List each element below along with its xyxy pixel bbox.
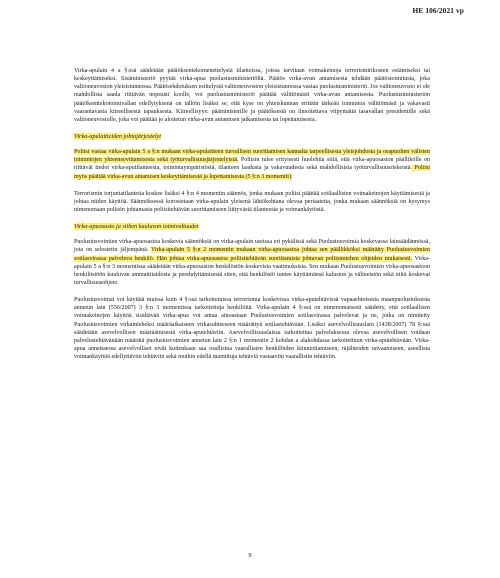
section-heading-command: [74, 133, 430, 141]
paragraph-terrorism-force: Terrorismin torjuntatilanteita koskee lisäksi 4 §:n 4 momentin säännös, jonka mukaan poliisi päättää sotilaallisten voimakeinojen käyttämisestä ja johtaa niiden käyttöä. Säännöksessä korostetaan virka-apulain yleisenä lähtökohtana olevaa periaatetta, jonka mukaan säännöksiä on kysymys nimenomaan poliisin johtamasta poliisitehtävän suorittamiseen liittyvästä tilanteesta ja voimankäytöstä.: [74, 190, 430, 214]
document-body: [74, 67, 430, 370]
document-id: HE 106/2021 vp: [412, 6, 464, 15]
highlight-police-command: Poliisi vastaa virka-apulain 5 a §:n mukaan virka-apulaitteen turvallisen suorittamisen kannalta tarpeellisesta yleisjohdosta ja osapuolten välisten toimintojen yhteensovittamisesta sekä työturvallisuusjärjestelyistä.: [74, 149, 430, 164]
text-police-duties: Poliisin tulee erityisesti huolehtia siitä, että virka-apuosaston päällikölle on riittävät tiedot virka-aputilanteesta, toimintaympäristöstä, tilanteen laadusta ja vakavuudesta sekä mahdollisista työturvallisuusriskeistä.: [74, 157, 430, 172]
text-unit-personnel: Virka-apulain 5 a §:n 3 momentissa säädetään virka-apuosaston henkilöstön koskevista vaatimuksista. Sen mukaan Puolustusvoimien virka-apuosastoon henkilöstöön kuuluvan ammattitaidosta ja perehdyttämisestä siten, että henkilöstö tuntee käyttämänsä kaluston ja välineistön sekä niitä koskevat turvallisuusohjeet.: [74, 255, 430, 286]
heading-highlight: Virka-apulaitteiden johtojärjestelyt: [74, 133, 162, 141]
section-heading-unit: [74, 223, 430, 231]
highlight-police-termination: Poliisi myös päättää virka-avun antamisen keskeyttämisestä ja lopettamisesta (5 §:n 3 momentti).: [74, 165, 430, 180]
paragraph-unit-command: [74, 238, 430, 287]
page-number: 9: [248, 552, 252, 559]
highlight-unit-leader: Virka-apulain 5 §:n 2 momentin mukaan virka-apuosastoa johtaa sen päällikköksi määrätty Puolustusvoimien sotilasvirassa palveleva henkilö. Hän johtaa virka-apuosastoa poliisitehtävän suorittamista johtavan poliisimiehen ohjeiden mukaisesti.: [74, 247, 430, 262]
paragraph-conscripts: Puolustusvoimat voi käyttää muissa kuin 4 §:ssä tarkoitetuissa terrorismia koskevissa virka-aputehtävissä vapaaehtoisesta maanpuolustuksesta annetun lain (556/2007) 3 §:n 3 momentissa tarkoitettuja henkilöitä. Virka-apulain 4 §:ssä on nimenomaisesti säädetty, että sotilaallisen voimakeinojen käyttöä sisältävää virka-apua voi antaa ainoastaan Puolustusvoimien sotilasvirassa palvelevat ja ne, jotka on nimitetty Puolustusvoimien virkamieheksi määräaikaiseen virkasuhteeseen määrättyä sotilastehtävään. Lisäksi asevelvollisuuslain (1438/2007) 78 §:ssä säädetään asevelvollisen määräämisestä virka-aputehtäviin. Asevelvollisuuslaissa tarkoitettua palveluksessa olevaa asevelvollisen voidaan palvelustehtävänään määrätä puolustusvoimien annetun lain 2 §:n 1 momentin 2 kohdan a alakohdassa tarkoitettuun virka-aputehtävään. Virka-apua annettaessa asevelvolliset eivät kuitenkaan saa osallistua vaarallisten henkilöiden kiinniottamiseen, räjähteiden raivaamiseen, aseellista voimankäyttöä edellyttäviin tehtäviin sekä muihin edellä mainittuja tehtäviä vastaaviin vaarallisiin tehtäviin.: [74, 297, 430, 361]
paragraph-intro: Virka-apulain 4 a §:ssä säädetään päätöksentekomenettelystä tilanteissa, joissa tarvitaan voimakeinoja terrorismirikosten estämiseksi tai keskeyttämiseksi. Sisäministeriö pyytää virka-apua puolustusministeriöltä. Päätös virka-avun antamisesta tehdään päätöstoimitusta, joka valtioneuvoston yleisistunnossa. Päätösehdotuksen esittelystä valtioneuvoston yleisistunnossa vastaa puolustusministeriö. Jos valtioneuvosto ei ole mahdollista saada riittävän nopeasti koolle, voi puolustusministeriö päättää välittömästi virka-avun antamisesta. Puolustusministeriön päätöksentekotoimivallan edellytyksenä on tällöin lisäksi se, että kyse on yhteiskunnan erittäin tärkeää toimintoa välittömästi ja vakavasti vaarantavasta kiireellisestä tapauksesta. Kiireellisyys: pääministerille ja päätöksestä on ilmoitettava viipymättä tasavallan presidentille sekä valtioneuvostolle, joka voi päättää jo aloitetun virka-avun antamisen jatkamisesta tai lopettamisesta.: [74, 68, 430, 123]
paragraph-police-responsibility: [74, 148, 430, 181]
text-unit-intro: Puolustusvoimien virka-apuosastoa koskevia säännöksiä on virka-apulain useissa eri pykälissä sekä Puolustusvoimia koskevassa lainsäädännössä, jota on selostettu jäljempänä.: [74, 239, 430, 254]
heading-highlight: Virka-apuosasto ja siihen kuuluvan toimivaltuudet: [74, 223, 199, 231]
